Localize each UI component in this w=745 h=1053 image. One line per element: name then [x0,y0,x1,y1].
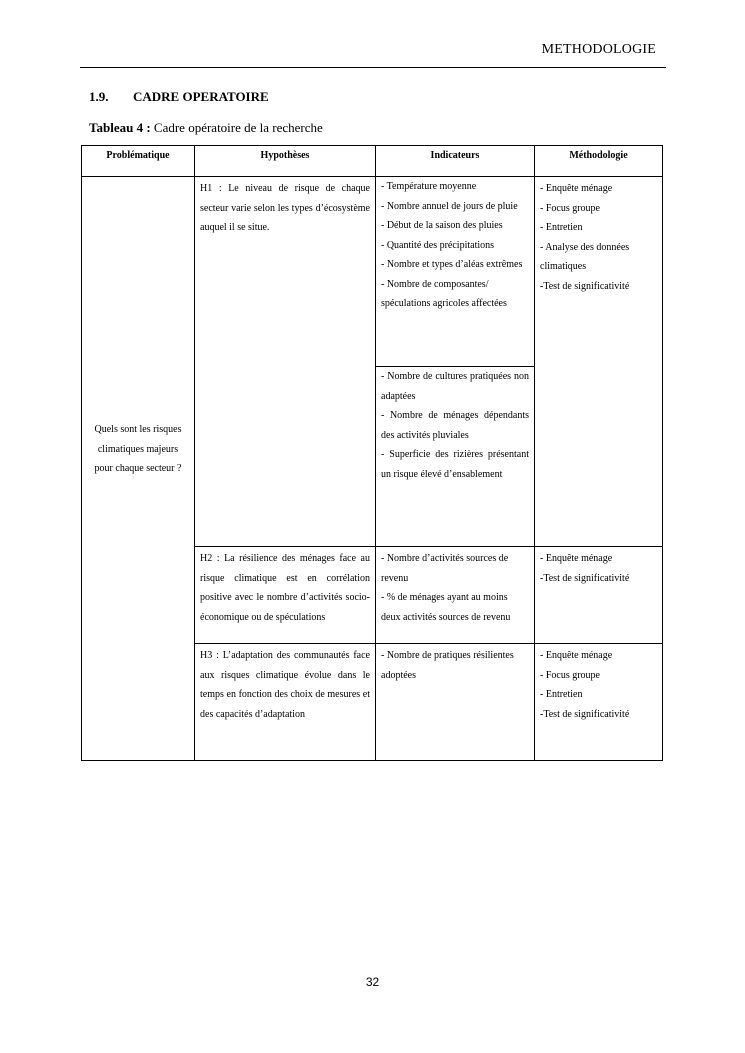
header-divider [80,67,666,68]
indicateur-item: - Température moyenne [381,181,477,192]
section-heading [89,89,269,105]
indicateur-item: - Nombre de pratiques résilientes adoptées [381,650,514,681]
indicateur-item: - Superficie des rizières présentant un risque élevé d’ensablement [381,449,529,480]
table-header-row [82,146,663,177]
indicateurs-h2 [376,547,535,644]
problematique-line: climatiques majeurs [97,443,179,455]
methodologie-item: - Entretien [540,689,583,700]
running-header: METHODOLOGIE [541,42,656,57]
indicateurs-h3 [376,644,535,761]
hypothese-h1: H1 : Le niveau de risque de chaque secteur varie selon les types d’écosystème auquel il se situe. [195,177,376,547]
problematique-line: pour chaque secteur ? [94,463,182,475]
table-row-h1 [82,177,663,547]
caption-label: Tableau 4 : [89,120,151,135]
header-methodologie: Méthodologie [535,146,663,177]
hypothese-h3: H3 : L’adaptation des communautés face aux risques climatique évolue dans le temps en fonction des choix de mesures et des capacités d’adaptation [195,644,376,761]
indicateur-item: - Nombre d’activités sources de revenu [381,553,509,584]
methodologie-item: -Test de significativité [540,280,630,292]
indicateurs-h1-group-b [381,367,529,484]
cadre-operatoire-table [81,145,663,761]
methodologie-item: -Test de significativité [540,572,630,584]
methodologie-h3 [535,644,663,761]
indicateur-item: - Nombre de composantes/ spéculations agricoles affectées [381,278,507,309]
header-problematique: Problématique [82,146,195,177]
indicateur-item: - Nombre de cultures pratiquées non adaptées [381,371,529,402]
methodologie-item: - Enquête ménage [540,553,613,564]
indicateur-item: - Nombre et types d’aléas extrêmes [381,259,523,270]
methodologie-h2 [535,547,663,644]
table-caption [89,120,323,136]
methodologie-item: - Enquête ménage [540,650,613,661]
indicateur-item: - Début de la saison des pluies [381,220,503,231]
indicateurs-h1-group-a [376,177,534,367]
methodologie-item: - Enquête ménage [540,183,613,194]
indicateur-item: - Nombre annuel de jours de pluie [381,200,518,212]
methodologie-item: - Entretien [540,222,583,233]
methodologie-item: - Analyse des données climatiques [540,241,630,272]
problematique-line: Quels sont les risques [94,424,182,436]
indicateurs-h1 [376,177,535,547]
methodologie-h1 [535,177,663,547]
indicateur-item: - % de ménages ayant au moins deux activités sources de revenu [381,592,511,623]
header-hypotheses: Hypothèses [195,146,376,177]
indicateur-item: - Quantité des précipitations [381,239,495,251]
hypothese-h2: H2 : La résilience des ménages face au risque climatique est en corrélation positive avec le nombre d’activités socio-économique ou de spéculations [195,547,376,644]
header-indicateurs: Indicateurs [376,146,535,177]
methodologie-item: - Focus groupe [540,669,600,681]
problematique-cell [82,177,195,761]
page-number: 32 [365,975,380,989]
indicateur-item: - Nombre de ménages dépendants des activités pluviales [381,410,529,441]
methodologie-item: -Test de significativité [540,708,630,720]
section-number: 1.9. [89,89,109,104]
section-title: CADRE OPERATOIRE [133,89,269,104]
methodologie-item: - Focus groupe [540,202,600,214]
caption-text: Cadre opératoire de la recherche [150,120,323,135]
